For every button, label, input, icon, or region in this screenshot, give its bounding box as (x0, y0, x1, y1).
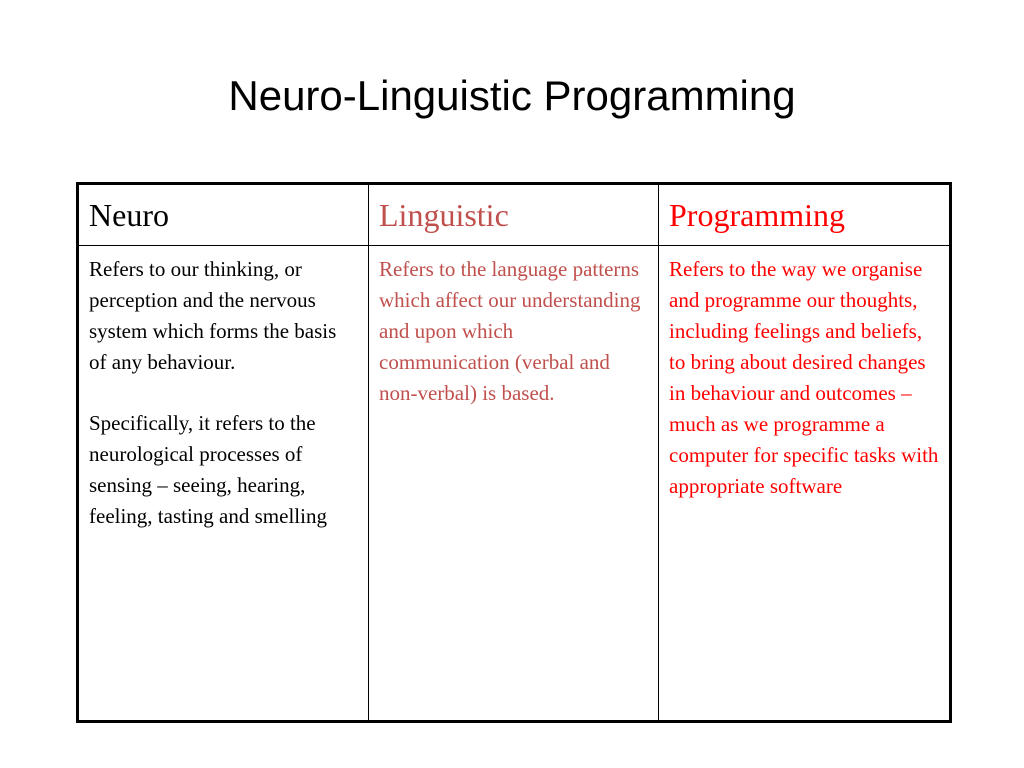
header-row (78, 184, 951, 246)
cell-programming (659, 246, 951, 722)
neuro-paragraph-1: Refers to our thinking, or perception and the nervous system which forms the basis of any behaviour. (89, 257, 337, 374)
slide-title: Neuro-Linguistic Programming (228, 72, 796, 119)
linguistic-paragraph: Refers to the language patterns which affect our understanding and upon which communication (verbal and non-verbal) is based. (379, 257, 641, 405)
programming-paragraph: Refers to the way we organise and programme our thoughts, including feelings and beliefs, to bring about desired changes in behaviour and outcomes – much as we programme a computer for specific tasks with appropriate software (669, 257, 939, 498)
neuro-paragraph-2: Specifically, it refers to the neurological processes of sensing – seeing, hearing, feeling, tasting and smelling (89, 411, 327, 528)
cell-linguistic (369, 246, 659, 722)
header-programming: Programming (659, 184, 951, 246)
header-neuro: Neuro (78, 184, 369, 246)
nlp-table (76, 182, 952, 723)
header-linguistic: Linguistic (369, 184, 659, 246)
cell-neuro (78, 246, 369, 722)
table-row (78, 246, 951, 722)
